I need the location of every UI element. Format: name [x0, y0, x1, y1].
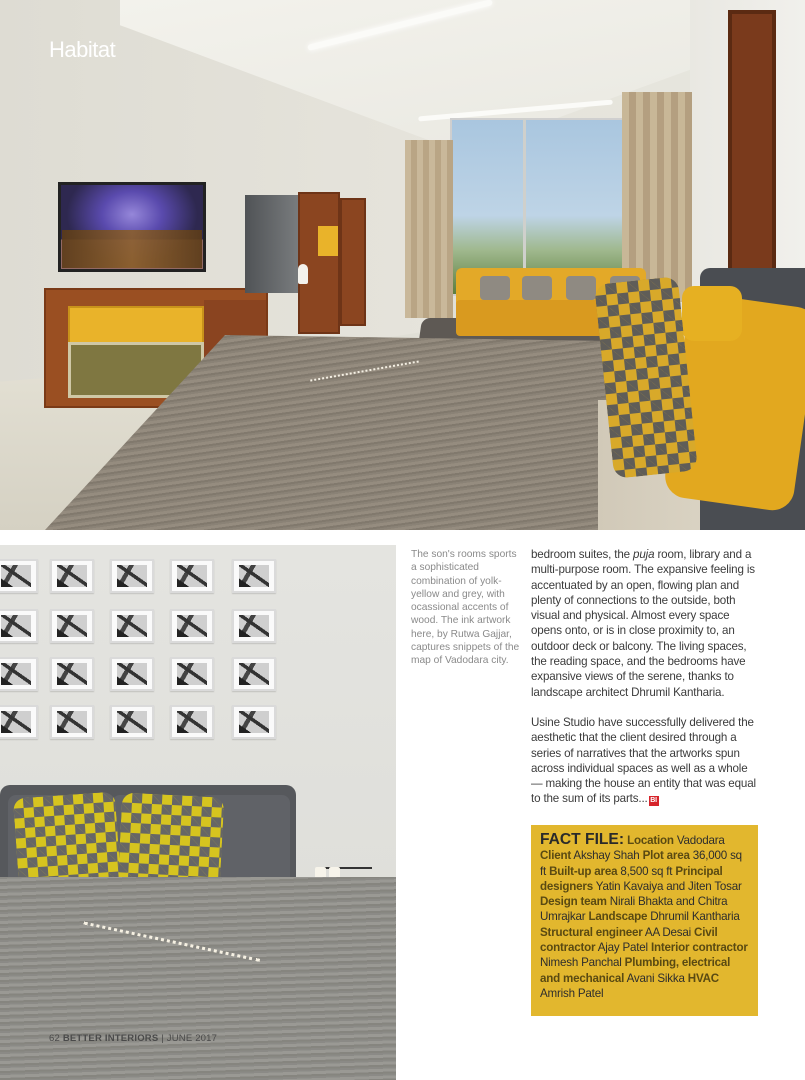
framed-artwork: [110, 559, 154, 593]
fact-value: Akshay Shah: [573, 849, 640, 863]
framed-artwork: [0, 657, 38, 691]
framed-artwork: [232, 559, 276, 593]
framed-artwork: [170, 705, 214, 739]
top-bedroom-photo: [0, 0, 805, 530]
framed-artwork: [50, 609, 94, 643]
curtain: [405, 140, 453, 318]
framed-artwork: [170, 657, 214, 691]
fact-value: Amrish Patel: [540, 986, 604, 1000]
fact-value: Nimesh Panchal: [540, 956, 622, 970]
framed-artwork: [110, 705, 154, 739]
patterned-pillow: [13, 792, 121, 891]
fact-label: HVAC: [687, 971, 719, 985]
doorway: [728, 10, 776, 275]
framed-artwork: [0, 705, 38, 739]
end-mark-icon: BI: [650, 797, 657, 805]
wooden-shelf: [298, 192, 340, 334]
fact-label: Principal designers: [540, 864, 723, 893]
fact-value: AA Desai: [644, 925, 691, 939]
framed-artwork: [110, 657, 154, 691]
fact-value: Avani Sikka: [626, 971, 685, 985]
fact-label: Client: [540, 849, 572, 863]
wooden-shelf: [340, 198, 366, 326]
patterned-pillow: [118, 792, 225, 889]
magazine-name: BETTER INTERIORS: [62, 1033, 159, 1044]
fact-value: 36,000 sq ft: [540, 849, 742, 878]
body-paragraph: Usine Studio have successfully delivered the aesthetic that the client desired through a series of narratives that the artworks spun across individual spaces as well as a whole — making the house an entity that was equal to the sum of its parts... BI: [531, 715, 756, 806]
fact-label: Built-up area: [549, 864, 618, 878]
fact-value: Ajay Patel: [597, 941, 648, 955]
page-number: 62: [49, 1033, 60, 1044]
fact-value: Vadodara: [676, 834, 725, 847]
bed-quilt: [0, 877, 396, 1080]
fact-label: Plumbing, electrical and mechanical: [540, 956, 731, 985]
fact-label: Structural engineer: [540, 925, 643, 939]
fact-value: Nirali Bhakta and Chitra Umrajkar: [540, 895, 728, 924]
fact-label: Location: [627, 834, 674, 847]
framed-artwork: [0, 559, 38, 593]
fact-value: Yatin Kavaiya and Jiten Tosar: [595, 879, 742, 893]
fact-label: Plot area: [642, 849, 690, 863]
page-footer: 62 BETTER INTERIORS | JUNE 2017: [49, 1033, 218, 1044]
fact-label: Civil contractor: [540, 925, 718, 955]
framed-artwork: [110, 609, 154, 643]
article-body: [531, 547, 761, 822]
fact-value: 8,500 sq ft: [620, 864, 673, 878]
framed-artwork: [232, 657, 276, 691]
section-label: Habitat: [49, 37, 116, 62]
framed-artwork: [50, 705, 94, 739]
fact-file-box: [531, 825, 758, 1016]
framed-artwork: [50, 657, 94, 691]
sons-room-photo: [0, 545, 396, 1080]
framed-artwork: [232, 609, 276, 643]
plant: [318, 835, 372, 869]
fact-label: Landscape: [588, 910, 648, 924]
photo-caption: The son's rooms sports a sophisticated combination of yolk-yellow and grey, with ocassional accents of wood. The ink artwork here, by Rutwa Gajjar, captures snippets of the map of Vadodara city.: [411, 549, 520, 667]
framed-artwork: [170, 609, 214, 643]
fact-value: Dhrumil Kantharia: [650, 910, 740, 924]
fact-label: Design team: [540, 895, 607, 909]
body-paragraph: bedroom suites, the puja room, library and a multi-purpose room. The expansive feeling is accentuated by an open, flowing plan and plenty of connections to the outside, both visual and physical. Almost every space opens onto, or is in close proximity to, an outdoor deck or balcony. The living spaces, the reading space, and the bedrooms have expansive views of the serene, thanks to landscape architect Dhrumil Kantharia.: [531, 548, 755, 699]
fact-file-title: FACT FILE:: [540, 831, 625, 848]
framed-artwork: [50, 559, 94, 593]
framed-artwork: [0, 609, 38, 643]
fact-label: Interior contractor: [650, 941, 748, 955]
framed-artwork: [170, 559, 214, 593]
framed-artwork: [232, 705, 276, 739]
issue-date: JUNE 2017: [166, 1033, 218, 1044]
